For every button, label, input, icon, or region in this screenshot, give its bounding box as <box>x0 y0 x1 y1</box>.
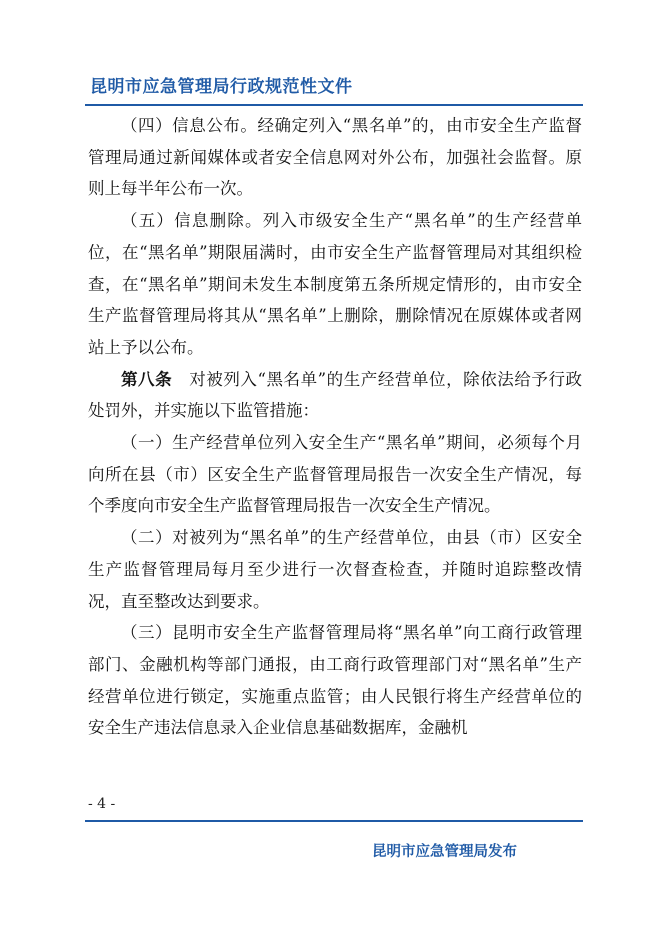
footer-divider <box>85 820 583 822</box>
page-number: - 4 - <box>88 796 116 812</box>
paragraph-info-delete: （五）信息删除。列入市级安全生产“黑名单”的生产经营单位，在“黑名单”期限届满时，由市安全生产监督管理局对其组织检查，在“黑名单”期间未发生本制度第五条所规定情形的，由市安全生产监督管理局将其从“黑名单”上删除，删除情况在原媒体或者网站上予以公布。 <box>88 211 582 357</box>
document-body <box>88 110 582 744</box>
paragraph-info-publish: （四）信息公布。经确定列入“黑名单”的，由市安全生产监督管理局通过新闻媒体或者安全信息网对外公布，加强社会监督。原则上每半年公布一次。 <box>88 116 582 199</box>
document-header-title: 昆明市应急管理局行政规范性文件 <box>90 77 353 97</box>
article-8-label: 第八条 <box>121 369 173 389</box>
paragraph-measure-2: （二）对被列为“黑名单”的生产经营单位，由县（市）区安全生产监督管理局每月至少进行一次督查检查，并随时追踪整改情况，直至整改达到要求。 <box>88 528 582 611</box>
footer-publisher: 昆明市应急管理局发布 <box>372 844 517 860</box>
paragraph-article-8 <box>88 364 582 427</box>
paragraph-measure-1: （一）生产经营单位列入安全生产“黑名单”期间，必须每个月向所在县（市）区安全生产监督管理局报告一次安全生产情况，每个季度向市安全生产监督管理局报告一次安全生产情况。 <box>88 433 582 516</box>
header-divider <box>85 104 583 106</box>
paragraph-measure-3: （三）昆明市安全生产监督管理局将“黑名单”向工商行政管理部门、金融机构等部门通报，由工商行政管理部门对“黑名单”生产经营单位进行锁定，实施重点监管；由人民银行将生产经营单位的安全生产违法信息录入企业信息基础数据库，金融机 <box>88 623 582 738</box>
article-8-text: 对被列入“黑名单”的生产经营单位，除依法给予行政处罚外，并实施以下监管措施： <box>88 369 583 421</box>
